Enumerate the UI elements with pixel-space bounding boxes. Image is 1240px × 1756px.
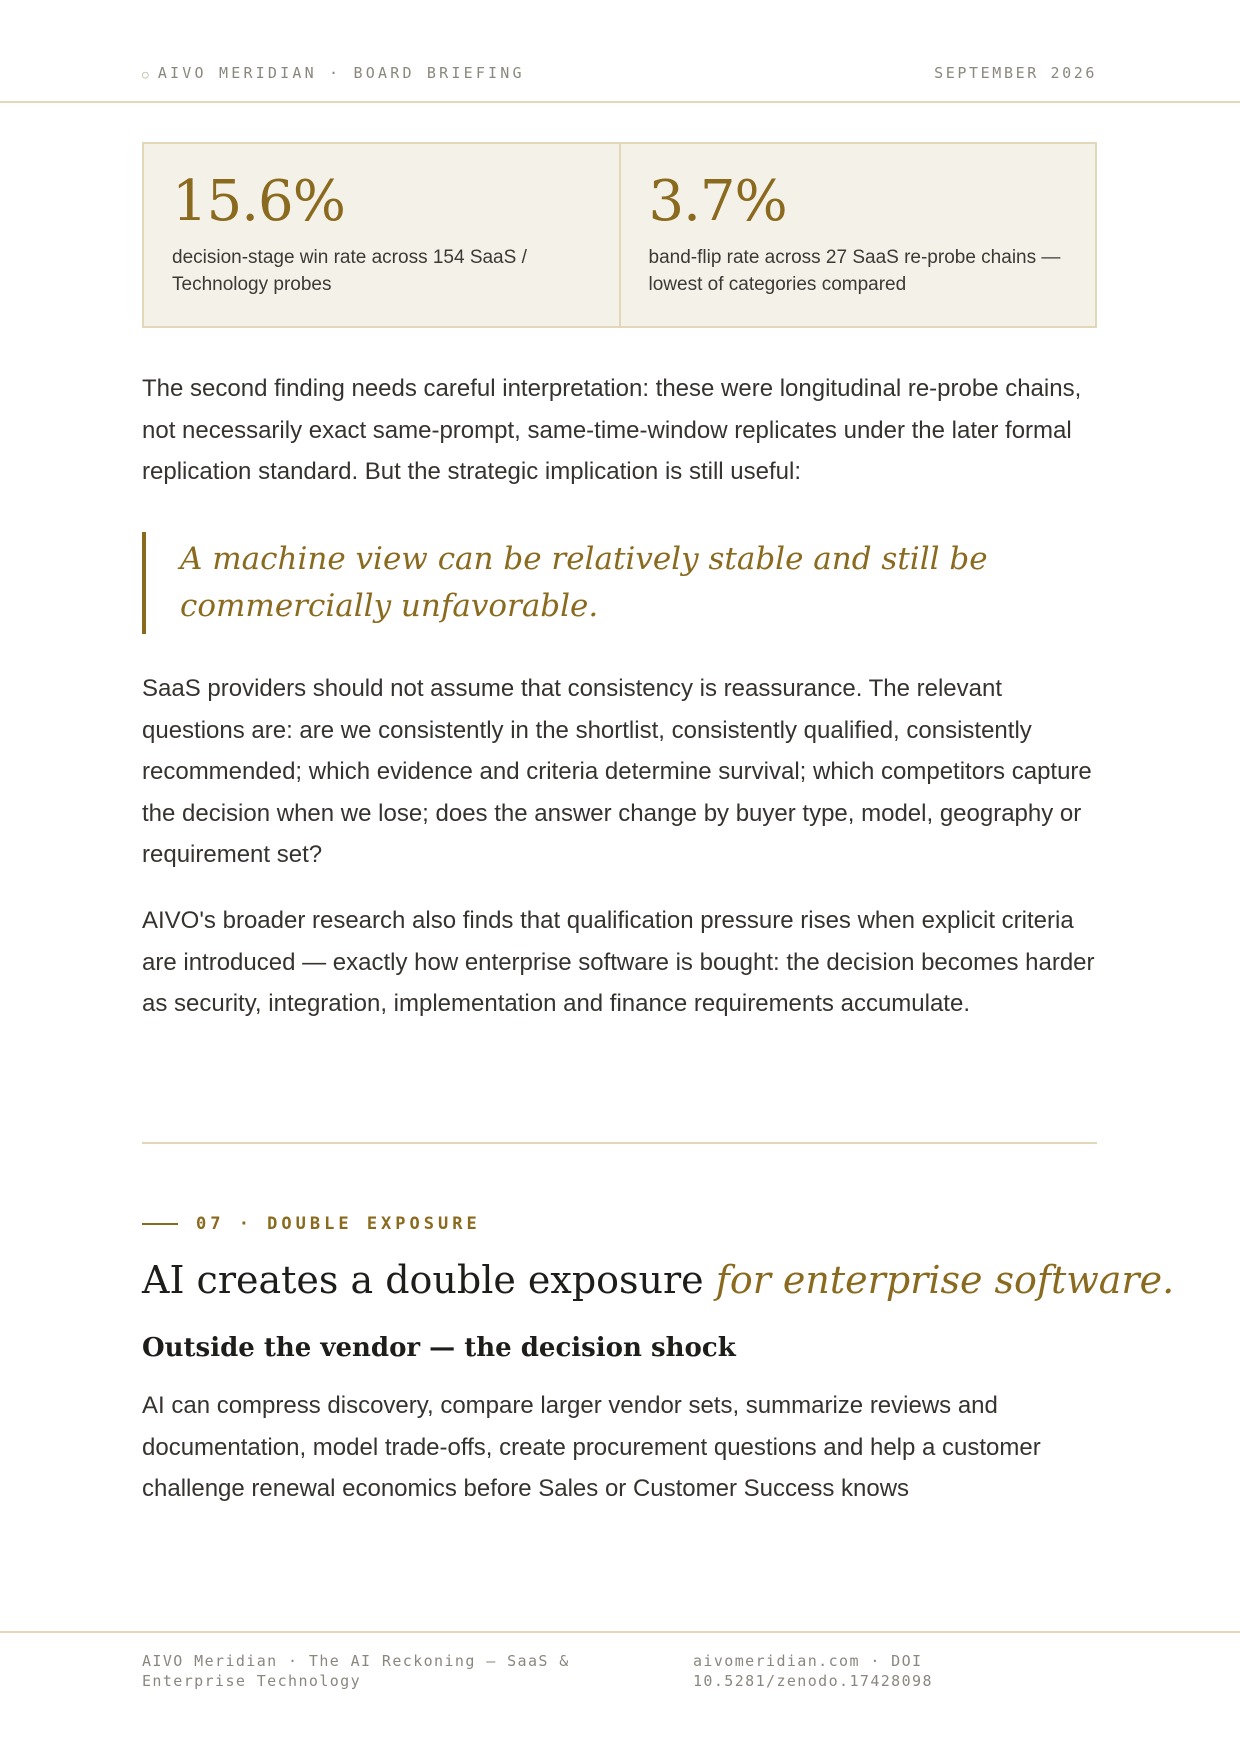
bullet-icon: ○ <box>142 68 152 81</box>
pull-quote: A machine view can be relatively stable and still be commercially unfavorable. <box>142 532 1082 634</box>
section-title-main: AI creates a double exposure <box>142 1258 716 1302</box>
eyebrow-label: 07 · DOUBLE EXPOSURE <box>196 1214 481 1234</box>
header-date: SEPTEMBER 2026 <box>934 64 1097 82</box>
section-title-accent: for enterprise software. <box>715 1258 1175 1302</box>
header-label <box>142 64 525 82</box>
page-footer <box>0 1631 1240 1756</box>
section-eyebrow <box>142 1214 481 1234</box>
footer-doi: aivomeridian.com · DOI 10.5281/zenodo.17428098 <box>693 1652 933 1690</box>
body-paragraph: The second finding needs careful interpretation: these were longitudinal re-probe chains, not necessarily exact same-prompt, same-time-window replicates under the later formal replication standard. But the strategic implication is still useful: <box>142 375 1082 486</box>
stat-card <box>619 144 1096 326</box>
header-left-text: AIVO MERIDIAN · BOARD BRIEFING <box>157 64 525 82</box>
page-header <box>0 0 1240 103</box>
section-subheading: Outside the vendor — the decision shock <box>142 1333 736 1363</box>
footer-citation: AIVO Meridian · The AI Reckoning — SaaS & Enterprise Technology <box>142 1652 570 1690</box>
stat-value: 3.7% <box>648 169 787 234</box>
stat-caption: band-flip rate across 27 SaaS re-probe chains — lowest of categories compared <box>648 247 1061 295</box>
stat-caption: decision-stage win rate across 154 SaaS / Technology probes <box>172 247 527 295</box>
body-paragraph: AIVO's broader research also finds that qualification pressure rises when explicit criteria are introduced — exactly how enterprise software is bought: the decision becomes harder as security, integration, implementation and finance requirements accumulate. <box>142 907 1095 1018</box>
stats-panel <box>142 142 1097 328</box>
eyebrow-rule <box>142 1223 178 1225</box>
section-title <box>142 1253 1175 1307</box>
body-paragraph: SaaS providers should not assume that consistency is reassurance. The relevant questions are: are we consistently in the shortlist, consistently qualified, consistently recommended; which evidence and criteria determine survival; which competitors capture the decision when we lose; does the answer change by buyer type, model, geography or requirement set? <box>142 675 1092 869</box>
section-divider <box>142 1142 1097 1144</box>
stat-value: 15.6% <box>172 169 345 234</box>
body-paragraph: AI can compress discovery, compare larger vendor sets, summarize reviews and documentation, model trade-offs, create procurement questions and help a customer challenge renewal economics before Sales or Customer Success knows <box>142 1392 1041 1503</box>
stat-card <box>144 144 619 326</box>
